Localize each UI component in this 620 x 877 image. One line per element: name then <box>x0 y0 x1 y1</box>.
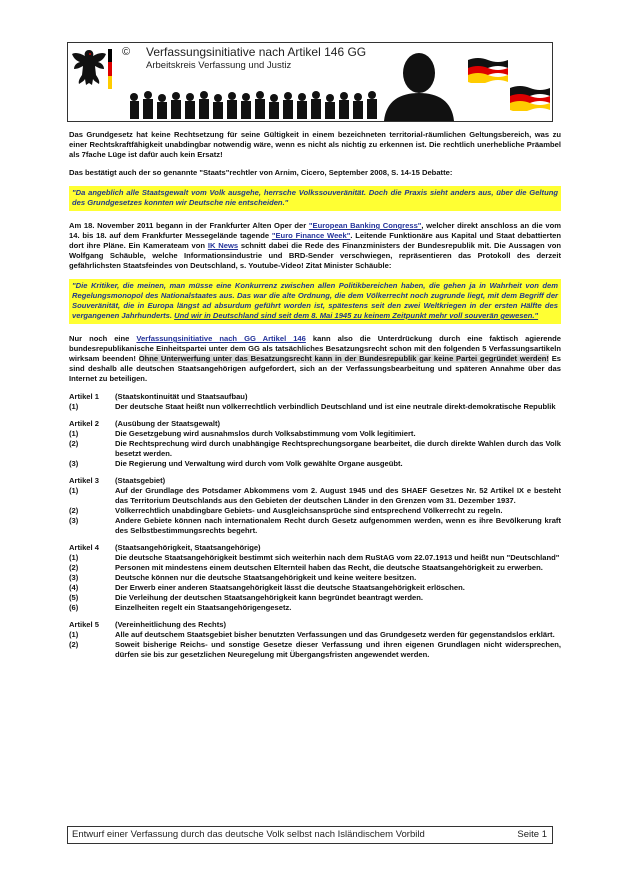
article-clause <box>69 429 561 439</box>
clause-text: Die Verleihung der deutschen Staatsangehörigkeit kann begründet beantragt werden. <box>115 593 424 602</box>
clause-text: Der Erwerb einer anderen Staatsangehörigkeit lässt die deutsche Staatsangehörigkeit erlöschen. <box>115 583 465 592</box>
article-clause <box>69 640 561 660</box>
text-segment: , welcher direkt anschloss an die vom 14. bis 18. auf dem Frankfurter Messegelände tagende <box>69 221 561 240</box>
text-segment: Am 18. November 2011 begann in der Frankfurter Alten Oper der <box>69 221 309 230</box>
article-clause <box>69 563 561 573</box>
article-clause <box>69 486 561 506</box>
clause-number: (4) <box>69 583 79 592</box>
german-flag-icon <box>466 57 510 83</box>
copyright-mark: © <box>122 46 131 58</box>
footer-text: Entwurf einer Verfassung durch das deutsche Volk selbst nach Isländischem Vorbild <box>72 829 425 840</box>
text-segment: . Leitende Funktionäre aus Kapital und Staat debattierten dort ihre Pläne. Ein Kamerateam von <box>69 231 561 250</box>
clause-number: (2) <box>69 563 79 572</box>
text-segment: schnitt dabei die Rede des Finanzministers der Bundesrepublik mit. Die Aussagen von Wolfgang Schäuble, welche Informationsindustrie und BRD-Sender verschwiegen, repräsentieren das Protokoll des derzeit gefährlichsten Staatsfeindes von Deutschland, s. Youtube-Video! Zitat Minister Schäuble: <box>69 241 561 270</box>
link-ik-news[interactable]: IK News <box>207 241 239 250</box>
clause-number: (1) <box>69 402 79 411</box>
clause-number: (1) <box>69 630 79 639</box>
clause-text: Die Gesetzgebung wird ausnahmslos durch Volksabstimmung vom Volk legitimiert. <box>115 429 416 438</box>
article-clause <box>69 630 561 640</box>
clause-text: Völkerrechtlich unabdingbare Gebiets- und Ausgleichsansprüche sind entsprechend Völkerrecht zu regeln. <box>115 506 503 515</box>
quote-arnim: "Da angeblich alle Staatsgewalt vom Volk ausgehe, herrsche Volkssouveränität. Doch die Praxis sieht anders aus, über die Geltung des Grundgesetzes konnten wir Deutsche nie entscheiden." <box>69 186 561 211</box>
person-silhouette-icon <box>380 45 458 121</box>
link-european-banking-congress[interactable]: "European Banking Congress" <box>308 221 422 230</box>
article-clause <box>69 402 561 412</box>
clause-text: Die Rechtsprechung wird durch unabhängige Rechtsprechungsorgane bearbeitet, die durch direkte Wahlen durch das Volk besetzt werden. <box>115 439 561 458</box>
article-number: Artikel 1 <box>69 392 99 401</box>
clause-text: Andere Gebiete können nach internationalem Recht durch Gesetz aufgenommen werden, wenn es ihre Bevölkerung kraft des Selbstbestimmungsrechts begehrt. <box>115 516 561 535</box>
article-number: Artikel 5 <box>69 620 99 629</box>
page-title: Verfassungsinitiative nach Artikel 146 GG <box>146 45 367 59</box>
article-title: (Staatskontinuität und Staatsaufbau) <box>115 392 248 401</box>
article-clause <box>69 553 561 563</box>
paragraph-initiative <box>69 334 561 384</box>
clause-text: Personen mit mindestens einem deutschen Elternteil haben das Recht, die deutsche Staatsangehörigkeit zu erwerben. <box>115 563 543 572</box>
article-5 <box>69 620 561 660</box>
page-header <box>67 42 553 122</box>
article-heading <box>69 543 561 553</box>
clause-number: (3) <box>69 573 79 582</box>
clause-text: Die Regierung und Verwaltung wird durch vom Volk gewählte Organe ausgeübt. <box>115 459 403 468</box>
article-heading <box>69 476 561 486</box>
eagle-emblem-icon <box>70 47 108 91</box>
article-number: Artikel 4 <box>69 543 99 552</box>
german-flag-icon <box>508 85 552 111</box>
article-clause <box>69 506 561 516</box>
clause-number: (1) <box>69 486 79 495</box>
article-heading <box>69 620 561 630</box>
article-1 <box>69 392 561 412</box>
flag-stripe <box>108 49 112 89</box>
article-clause <box>69 439 561 459</box>
article-heading <box>69 419 561 429</box>
document-body <box>69 130 561 667</box>
clause-text: Alle auf deutschem Staatsgebiet bisher benutzten Verfassungen und das Grundgesetz werden für gegenstandslos erklärt. <box>115 630 555 639</box>
article-title: (Ausübung der Staatsgewalt) <box>115 419 221 428</box>
crowd-silhouette-icon <box>128 89 398 119</box>
clause-text: Auf der Grundlage des Potsdamer Abkommens vom 2. August 1945 und des SHAEF Gesetzes Nr. 52 Artikel IX e besteht das Territorium Deutschlands aus den Gebieten der deutschen Länder in den Grenzen vom 31. Dezember 1937. <box>115 486 561 505</box>
text-segment: Es sind deshalb alle deutschen Staatsangehörigen aufgefordert, sich an der Verfassungsbearbeitung und späteren Annahme über das Internet zu beteiligen. <box>69 354 561 383</box>
clause-number: (6) <box>69 603 79 612</box>
paragraph-congress <box>69 221 561 271</box>
clause-number: (3) <box>69 459 79 468</box>
link-verfassungsinitiative[interactable]: Verfassungsinitiative nach GG Artikel 146 <box>136 334 306 343</box>
quote-text: "Die Kritiker, die meinen, man müsse eine Konkurrenz zwischen allen Politikbereichen haben, die gehen ja in Wahrheit von dem Regelungsmonopol des Nationalstaates aus. Das war die alte Ordnung, die dem Völkerrecht noch zugrunde liegt, mit dem Begriff der Souveränität, die in Europa längst ad absurdum geführt worden ist, spätestens seit den zwei Weltkriegen in der ersten Hälfte des vergangenen Jahrhunderts. <box>72 281 558 320</box>
article-clause <box>69 573 561 583</box>
page-number: Seite 1 <box>517 829 547 840</box>
quote-text-underlined: Und wir in Deutschland sind seit dem 8. Mai 1945 zu keinem Zeitpunkt mehr voll souverän gewesen." <box>174 311 539 320</box>
article-title: (Staatsangehörigkeit, Staatsangehörige) <box>115 543 261 552</box>
article-heading <box>69 392 561 402</box>
article-number: Artikel 3 <box>69 476 99 485</box>
quote-schaeuble <box>69 279 561 324</box>
clause-number: (5) <box>69 593 79 602</box>
article-3 <box>69 476 561 536</box>
text-segment: kann also die Unterdrückung durch eine faktisch agierende bundesrepublikanische Einheitspartei unter dem GG als tatsächliches Besatzungsrecht schon mit den folgenden 5 Verfassungsartikeln wirksam beenden! <box>69 334 561 363</box>
clause-text: Deutsche können nur die deutsche Staatsangehörigkeit und keine weitere besitzen. <box>115 573 417 582</box>
article-clause <box>69 593 561 603</box>
clause-number: (2) <box>69 439 79 448</box>
article-2 <box>69 419 561 469</box>
articles-list <box>69 392 561 660</box>
clause-number: (2) <box>69 506 79 515</box>
article-number: Artikel 2 <box>69 419 99 428</box>
page-subtitle: Arbeitskreis Verfassung und Justiz <box>146 60 292 71</box>
clause-number: (2) <box>69 640 79 649</box>
article-clause <box>69 516 561 536</box>
article-clause <box>69 583 561 593</box>
article-4 <box>69 543 561 613</box>
text-highlighted-grey: Ohne Unterwerfung unter das Besatzungsrecht kann in der Bundesrepublik gar keine Partei gegründet werden! <box>138 354 549 363</box>
article-clause <box>69 603 561 613</box>
clause-number: (1) <box>69 429 79 438</box>
article-clause <box>69 459 561 469</box>
article-title: (Vereinheitlichung des Rechts) <box>115 620 226 629</box>
link-euro-finance-week[interactable]: "Euro Finance Week" <box>271 231 351 240</box>
page-footer <box>67 826 553 844</box>
article-title: (Staatsgebiet) <box>115 476 166 485</box>
clause-text: Die deutsche Staatsangehörigkeit bestimmt sich weiterhin nach dem RuStAG vom 22.07.1913 und heißt nun "Deutschland" <box>115 553 560 562</box>
paragraph-intro: Das Grundgesetz hat keine Rechtsetzung für seine Gültigkeit in einem bezeichneten territorial-räumlichen Geltungsbereich, was zu einer Rechtskraftfähigkeit unabdingbar notwendig wäre, wenn es nicht als nichtig zu erkennen ist. Die rechtlich unerhebliche Präambel als 7fache Lüge ist dafür auch kein Ersatz! <box>69 130 561 159</box>
clause-text: Soweit bisherige Reichs- und sonstige Gesetze dieser Verfassung und ihren eigenen Grundlagen nicht widersprechen, dürfen sie bis zur gesetzlichen Neuregelung mit Übergangsfristen angewendet werden. <box>115 640 561 659</box>
clause-text: Einzelheiten regelt ein Staatsangehörigengesetz. <box>115 603 292 612</box>
clause-number: (3) <box>69 516 79 525</box>
clause-text: Der deutsche Staat heißt nun völkerrechtlich verbindlich Deutschland und ist eine neutrale direkt-demokratische Republik <box>115 402 556 411</box>
text-segment: Nur noch eine <box>69 334 137 343</box>
clause-number: (1) <box>69 553 79 562</box>
paragraph-arnim: Das bestätigt auch der so genannte "Staats"rechtler von Arnim, Cicero, September 2008, S. 14-15 Debatte: <box>69 168 453 177</box>
